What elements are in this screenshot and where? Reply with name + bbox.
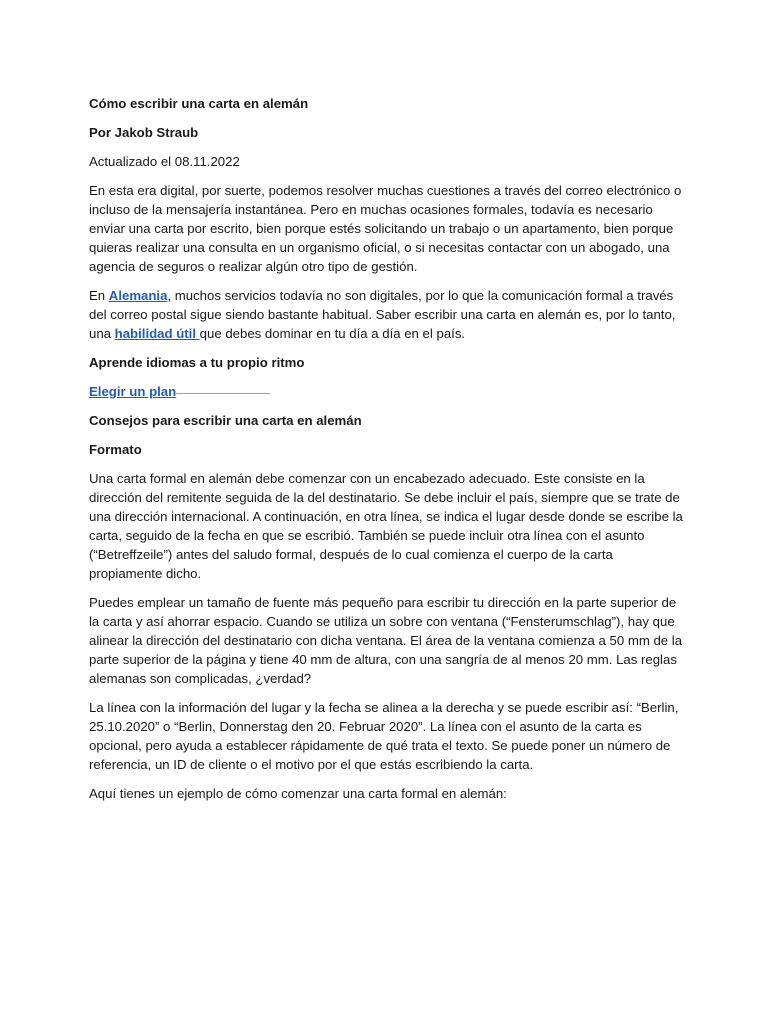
germany-paragraph-text-post: que debes dominar en tu día a día en el país. (199, 326, 466, 341)
format-heading: Formato (89, 442, 142, 457)
plan-link-row (89, 382, 689, 401)
alemania-link[interactable]: Alemania (108, 288, 168, 303)
updated-date: Actualizado el 08.11.2022 (89, 154, 240, 169)
choose-plan-link[interactable]: Elegir un plan (89, 384, 177, 399)
format-paragraph-3: La línea con la información del lugar y la fecha se alinea a la derecha y se puede escribir así: “Berlin, 25.10.2020” o “Berlin, Donnerstag den 20. Februar 2020”. La línea con el asunto de la carta es opcional, pero ayuda a establecer rápidamente de qué trata el texto. Se puede poner un número de referencia, un ID de cliente o el motivo por el que estás escribiendo la carta. (89, 700, 679, 772)
germany-paragraph (89, 286, 689, 343)
plan-link-underline (176, 393, 270, 394)
author-line: Por Jakob Straub (89, 125, 199, 140)
intro-paragraph: En esta era digital, por suerte, podemos resolver muchas cuestiones a través del correo electrónico o incluso de la mensajería instantánea. Pero en muchas ocasiones formales, todavía es necesario enviar una carta por escrito, bien porque estés solicitando un trabajo o un apartamento, bien porque quieras realizar una consulta en un organismo oficial, o si necesitas contactar con un abogado, una agencia de seguros o realizar algún otro tipo de gestión. (89, 183, 682, 274)
habilidad-util-link[interactable]: habilidad útil (114, 326, 200, 341)
germany-paragraph-text-pre: En (89, 288, 109, 303)
germany-paragraph-text-mid: , muchos servicios todavía no son digitales, por lo que la comunicación formal a través del correo postal sigue siendo bastante habitual. Saber escribir una carta en alemán es, por lo tanto, una (89, 288, 676, 341)
learn-languages-heading: Aprende idiomas a tu propio ritmo (89, 355, 305, 370)
example-intro-paragraph: Aquí tienes un ejemplo de cómo comenzar una carta formal en alemán: (89, 786, 507, 801)
format-paragraph-1: Una carta formal en alemán debe comenzar con un encabezado adecuado. Este consiste en la dirección del remitente seguida de la del destinatario. Se debe incluir el país, siempre que se trate de una dirección internacional. A continuación, en otra línea, se indica el lugar desde donde se escribe la carta, seguido de la fecha en que se escribió. También se puede incluir otra línea con el asunto (“Betreffzeile”) antes del saludo formal, después de lo cual comienza el cuerpo de la carta propiamente dicho. (89, 471, 683, 581)
document-page (89, 94, 689, 813)
document-title: Cómo escribir una carta en alemán (89, 96, 309, 111)
tips-heading: Consejos para escribir una carta en alemán (89, 413, 362, 428)
format-paragraph-2: Puedes emplear un tamaño de fuente más pequeño para escribir tu dirección en la parte superior de la carta y así ahorrar espacio. Cuando se utiliza un sobre con ventana (“Fensterumschlag”), hay que alinear la dirección del destinatario con dicha ventana. El área de la ventana comienza a 50 mm de la parte superior de la página y tiene 40 mm de altura, con una sangría de al menos 20 mm. Las reglas alemanas son complicadas, ¿verdad? (89, 595, 683, 686)
